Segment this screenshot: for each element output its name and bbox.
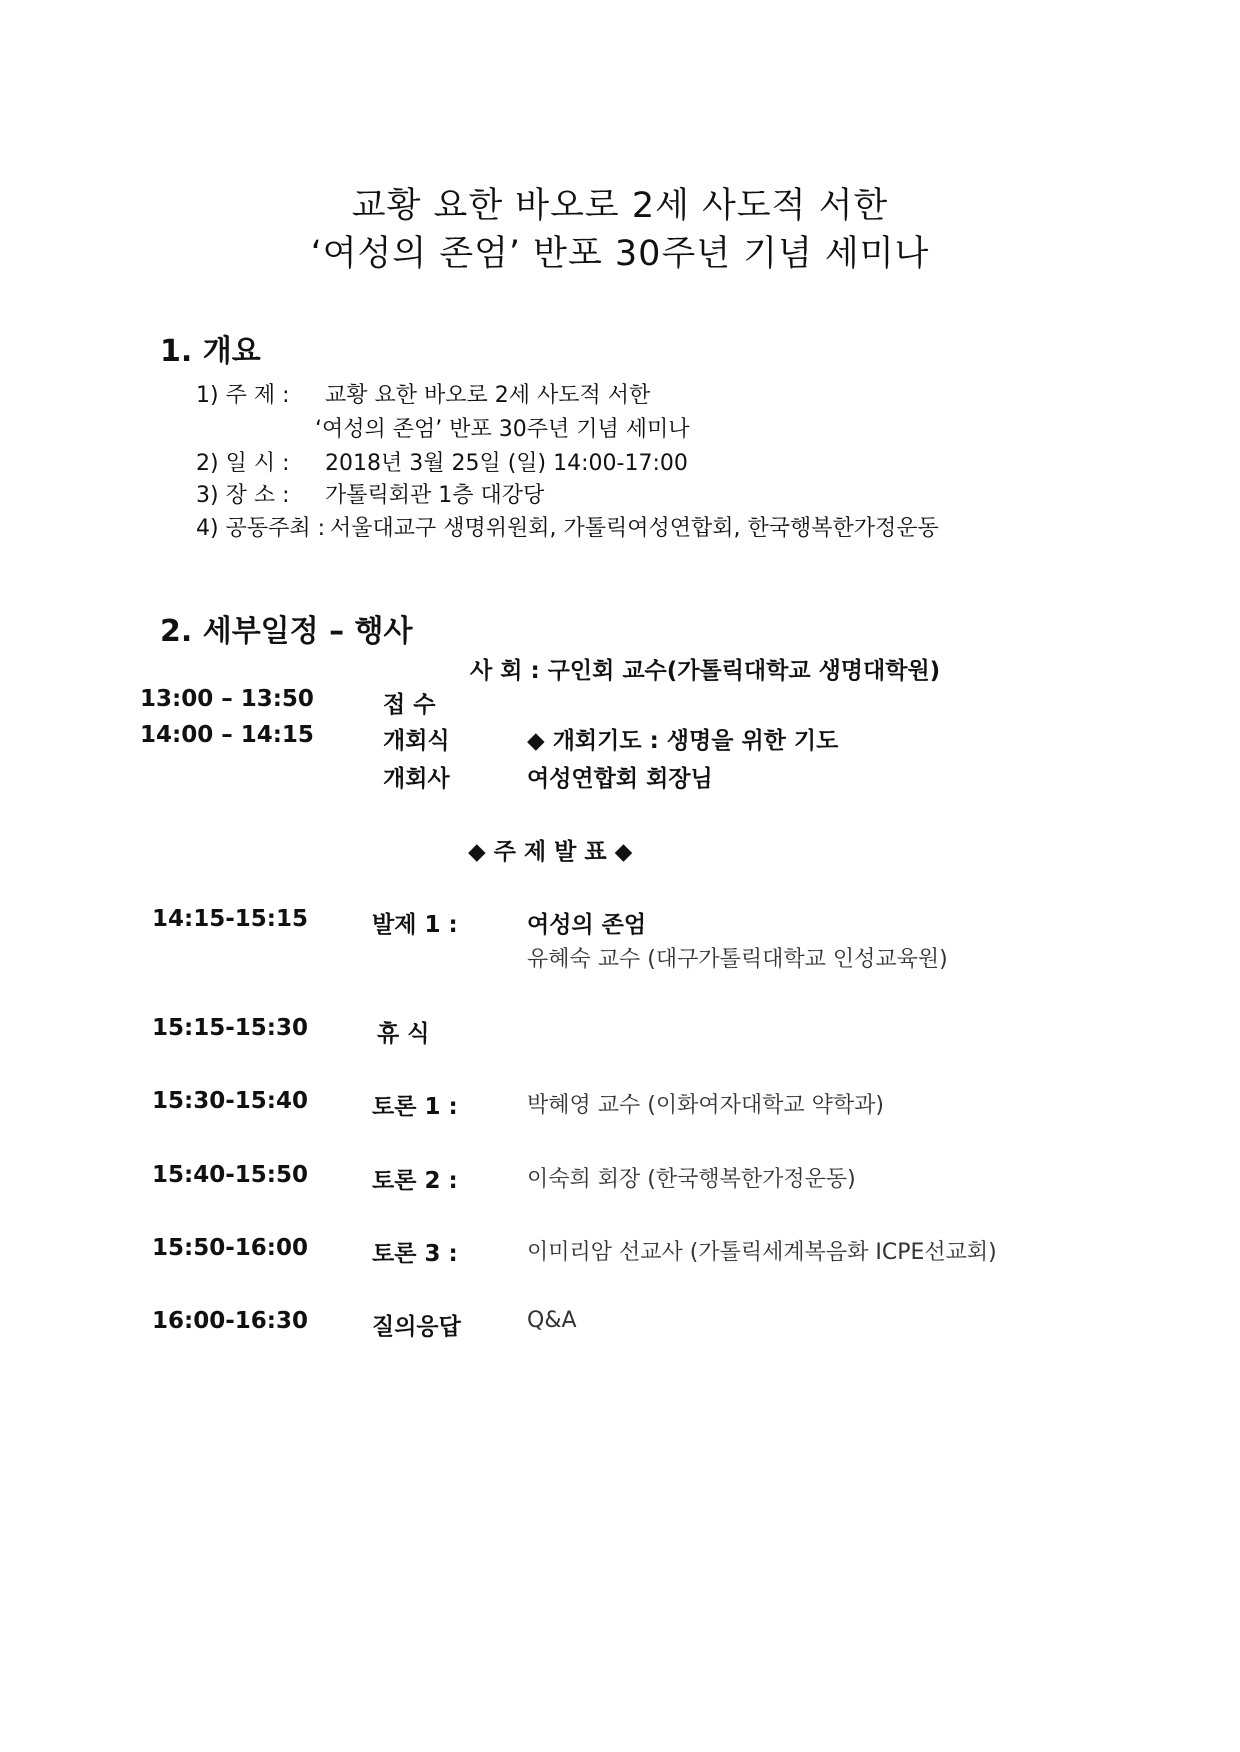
- schedule-item-registration: 접 수: [383, 692, 436, 718]
- schedule-time-discussion-3: 15:50-16:00: [152, 1235, 308, 1261]
- schedule-item-discussion-1: 토론 1 :: [372, 1094, 458, 1120]
- schedule-detail-opening-address: 여성연합회 회장님: [527, 766, 713, 792]
- schedule-item-qna: 질의응답: [372, 1314, 461, 1340]
- schedule-time-registration: 13:00 – 13:50: [140, 686, 314, 712]
- overview-value-date: 2018년 3월 25일 (일) 14:00-17:00: [325, 451, 688, 476]
- schedule-detail-discussion-1: 박혜영 교수 (이화여자대학교 약학과): [527, 1093, 884, 1118]
- schedule-item-break: 휴 식: [377, 1021, 430, 1047]
- schedule-time-opening: 14:00 – 14:15: [140, 722, 314, 748]
- schedule-sub-presentation-1: 유혜숙 교수 (대구가톨릭대학교 인성교육원): [527, 947, 948, 972]
- overview-label-venue: 3) 장 소 :: [196, 483, 290, 508]
- overview-value-topic-2: ‘여성의 존엄’ 반포 30주년 기념 세미나: [315, 417, 690, 442]
- schedule-item-discussion-3: 토론 3 :: [372, 1241, 458, 1267]
- overview-heading: 1. 개요: [160, 334, 261, 369]
- schedule-detail-qna: Q&A: [527, 1308, 577, 1333]
- overview-value-topic: 교황 요한 바오로 2세 사도적 서한: [325, 383, 651, 408]
- overview-value-venue: 가톨릭회관 1층 대강당: [325, 483, 545, 508]
- overview-value-host: 서울대교구 생명위원회, 가톨릭여성연합회, 한국행복한가정운동: [330, 516, 939, 541]
- schedule-detail-discussion-2: 이숙희 회장 (한국행복한가정운동): [527, 1167, 856, 1192]
- schedule-item-discussion-2: 토론 2 :: [372, 1168, 458, 1194]
- schedule-item-opening-address: 개회사: [383, 766, 450, 792]
- schedule-item-presentation-1: 발제 1 :: [372, 912, 458, 938]
- schedule-detail-discussion-3: 이미리암 선교사 (가톨릭세계복음화 ICPE선교회): [527, 1240, 997, 1265]
- moderator-line: 사 회 : 구인회 교수(가톨릭대학교 생명대학원): [470, 658, 941, 684]
- schedule-item-opening: 개회식: [383, 728, 450, 754]
- session-title: ◆ 주 제 발 표 ◆: [468, 839, 633, 865]
- schedule-detail-presentation-1: 여성의 존엄: [527, 912, 647, 938]
- overview-label-host: 4) 공동주최 :: [196, 516, 325, 541]
- schedule-time-presentation-1: 14:15-15:15: [152, 906, 308, 932]
- title-line-1: 교황 요한 바오로 2세 사도적 서한: [351, 186, 889, 226]
- schedule-time-discussion-1: 15:30-15:40: [152, 1088, 308, 1114]
- schedule-time-qna: 16:00-16:30: [152, 1308, 308, 1334]
- schedule-time-discussion-2: 15:40-15:50: [152, 1162, 308, 1188]
- overview-label-topic: 1) 주 제 :: [196, 383, 290, 408]
- schedule-heading: 2. 세부일정 – 행사: [160, 614, 413, 649]
- title-line-2: ‘여성의 존엄’ 반포 30주년 기념 세미나: [310, 234, 930, 274]
- overview-label-date: 2) 일 시 :: [196, 451, 290, 476]
- schedule-time-break: 15:15-15:30: [152, 1015, 308, 1041]
- schedule-detail-opening-prayer: ◆ 개회기도 : 생명을 위한 기도: [527, 728, 839, 754]
